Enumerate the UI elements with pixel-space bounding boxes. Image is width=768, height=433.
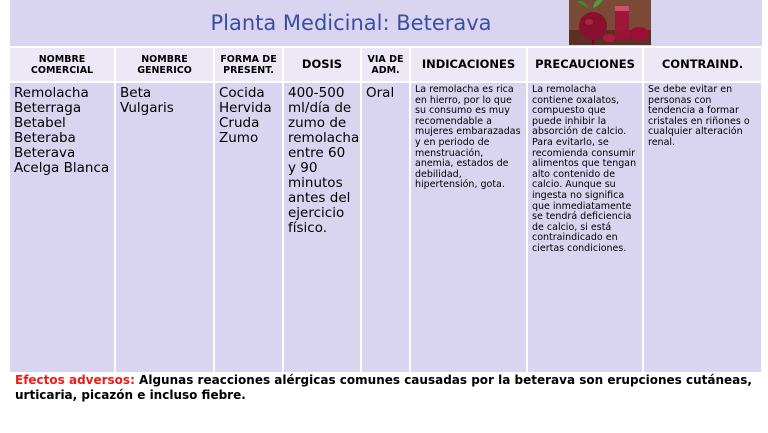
cell-precautions: La remolacha contiene oxalatos, compuesto que puede inhibir la absorción de calcio. Para evitarlo, se recomienda consumir alimentos que tengan alto contenido de calcio. Aunque su ingesta no significa que inmediatamente se tendrá deficiencia de calcio, si está contraindicado en ciertas condiciones. (527, 82, 643, 372)
adverse-effects (15, 373, 755, 403)
adverse-effects-label: Efectos adversos: (15, 373, 135, 387)
header-indications: INDICACIONES (410, 48, 527, 82)
header-precautions: PRECAUCIONES (527, 48, 643, 82)
commercial-name: Betabel (14, 115, 66, 131)
beet-photo (569, 0, 651, 45)
form-item: Zumo (219, 130, 259, 146)
cell-dose: 400-500 ml/día de zumo de remolacha entre 60 y 90 minutos antes del ejercicio físico. (283, 82, 361, 372)
cell-indications: La remolacha es rica en hierro, por lo que su consumo es muy recomendable a mujeres embarazadas y en periodo de menstruación, anemia, estados de debilidad, hipertensión, gota. (410, 82, 527, 372)
form-item: Cocida (219, 85, 265, 101)
header-generic-name: NOMBRE GENERICO (115, 48, 214, 82)
cell-contraindications: Se debe evitar en personas con tendencia a formar cristales en riñones o cualquier alteración renal. (643, 82, 762, 372)
cell-forms (214, 82, 283, 372)
commercial-name: Beteraba (14, 130, 76, 146)
header-contraindications: CONTRAIND. (643, 48, 762, 82)
cell-route: Oral (361, 82, 410, 372)
form-item: Cruda (219, 115, 260, 131)
page-title: Planta Medicinal: Beterava (210, 11, 492, 35)
form-item: Hervida (219, 100, 272, 116)
header-route: VIA DE ADM. (361, 48, 410, 82)
commercial-name: Beterraga (14, 100, 82, 116)
cell-commercial-names (10, 82, 115, 372)
commercial-name: Acelga Blanca (14, 160, 110, 176)
header-commercial-name: NOMBRE COMERCIAL (10, 48, 115, 82)
beet-image-icon (569, 0, 651, 45)
commercial-name: Beterava (14, 145, 76, 161)
table-header-row (10, 48, 762, 82)
header-form: FORMA DE PRESENT. (214, 48, 283, 82)
plant-table (10, 48, 763, 372)
table-row (10, 82, 762, 372)
cell-generic-name: Beta Vulgaris (115, 82, 214, 372)
header-dose: DOSIS (283, 48, 361, 82)
adverse-effects-text: Algunas reacciones alérgicas comunes causadas por la beterava son erupciones cutáneas, urticaria, picazón e incluso fiebre. (15, 373, 752, 402)
commercial-name: Remolacha (14, 85, 89, 101)
